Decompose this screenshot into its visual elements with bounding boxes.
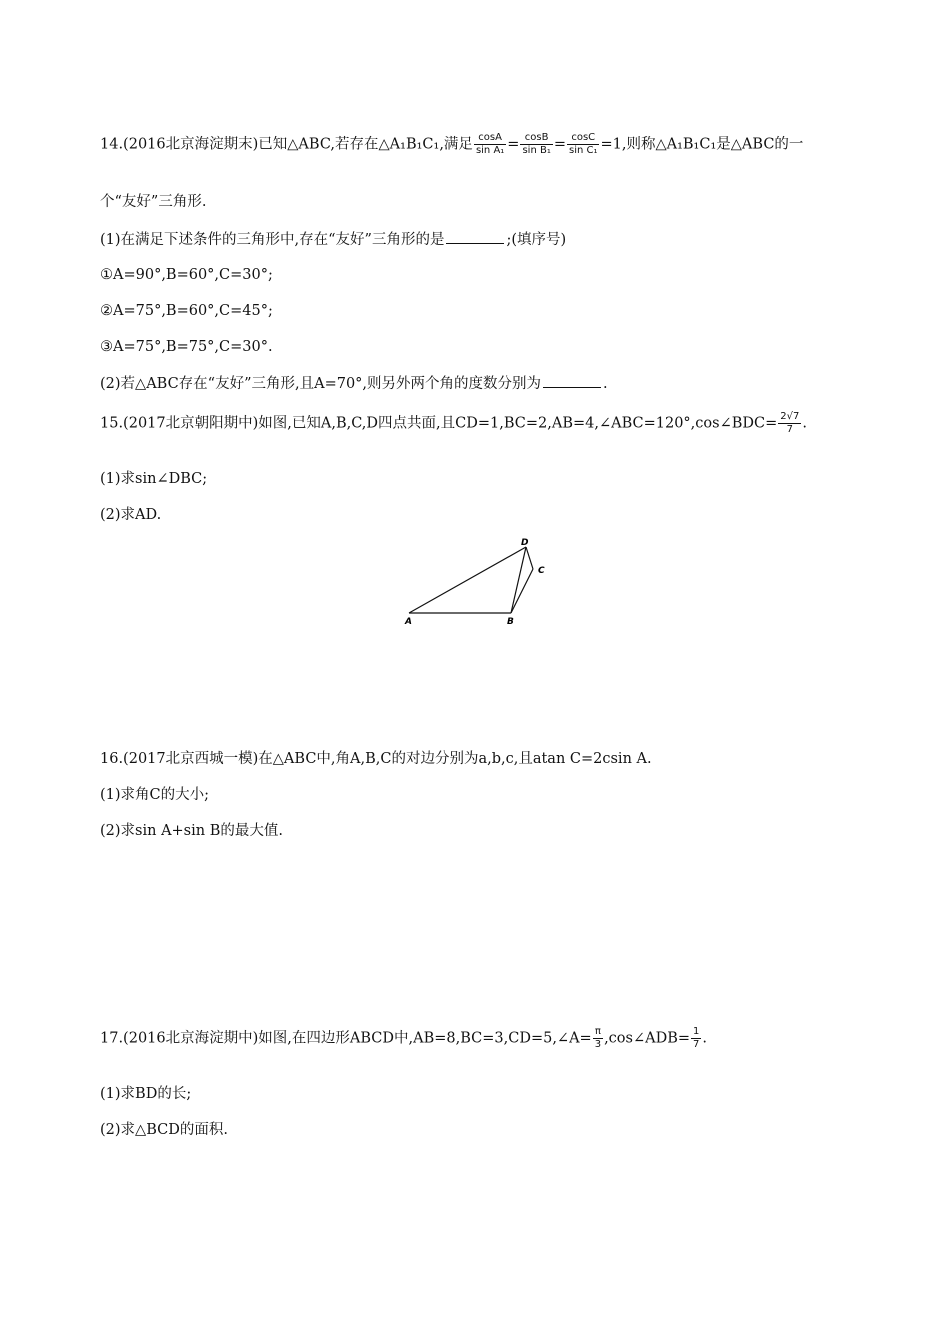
segment-ad	[409, 547, 526, 613]
fraction-2sqrt7-over-7: $\frac{2√7}{7}$	[780, 411, 800, 435]
q14-part2: (2)若△ABC存在“友好”三角形,且A=70°,则另外两个角的度数分别为 .	[100, 373, 608, 394]
q17-part2: (2)求△BCD的面积.	[100, 1122, 228, 1138]
answer-blank	[446, 229, 504, 244]
q15-part1: (1)求sin∠DBC;	[100, 471, 208, 487]
segment-bc	[511, 569, 533, 613]
q14-option-1: ①A=90°,B=60°,C=30°;	[100, 267, 273, 283]
answer-blank	[543, 373, 601, 388]
segment-cd	[526, 547, 533, 569]
segment-bd	[511, 547, 526, 613]
q14-part1: (1)在满足下述条件的三角形中,存在“友好”三角形的是 ;(填序号)	[100, 229, 566, 250]
q17-part1: (1)求BD的长;	[100, 1086, 192, 1102]
q16-stem: 16.(2017北京西城一模)在△ABC中,角A,B,C的对边分别为a,b,c,且atan C=2csin A.	[100, 751, 652, 767]
label-b: B	[507, 617, 514, 627]
q16-part2: (2)求sin A+sin B的最大值.	[100, 823, 283, 839]
q15-part2: (2)求AD.	[100, 507, 162, 523]
q14-option-3: ③A=75°,B=75°,C=30°.	[100, 339, 273, 355]
label-d: D	[521, 538, 529, 548]
quadrilateral-figure	[395, 535, 555, 630]
q14-stem: 14.(2016北京海淀期末)已知△ABC,若存在△A₁B₁C₁,满足 $\frac{\cos A}{\text{sin A₁}}$ = $\frac{\cos B}{\text{sin B₁}}$ = $\frac{\cos C}{\text{sin C₁}}$ =1,则称△A₁B₁C₁是△ABC的一	[100, 132, 804, 156]
fraction-1-over-7: $\frac{1}{7}$	[693, 1026, 700, 1050]
label-a: A	[405, 617, 412, 627]
q14-stem-line2: 个“友好”三角形.	[100, 194, 207, 210]
q16-part1: (1)求角C的大小;	[100, 787, 210, 803]
label-c: C	[538, 566, 545, 576]
fraction-cosC-over-sinC1: $\frac{\cos C}{\text{sin C₁}}$	[568, 132, 598, 156]
q17-stem: 17.(2016北京海淀期中)如图,在四边形ABCD中,AB=8,BC=3,CD=5,∠A= $\frac{\pi}{3}$ ,cos∠ADB= $\frac{1}{7}$ .	[100, 1026, 708, 1050]
fraction-cosA-over-sinA1: $\frac{\cos A}{\text{sin A₁}}$	[475, 132, 505, 156]
q15-stem: 15.(2017北京朝阳期中)如图,已知A,B,C,D四点共面,且CD=1,BC=2,AB=4,∠ABC=120°,cos∠BDC= $\frac{2√7}{7}$ .	[100, 411, 807, 435]
fraction-pi-over-3: $\frac{\pi}{3}$	[594, 1026, 602, 1050]
fraction-cosB-over-sinB1: $\frac{\cos B}{\text{sin B₁}}$	[522, 132, 551, 156]
q14-option-2: ②A=75°,B=60°,C=45°;	[100, 303, 273, 319]
